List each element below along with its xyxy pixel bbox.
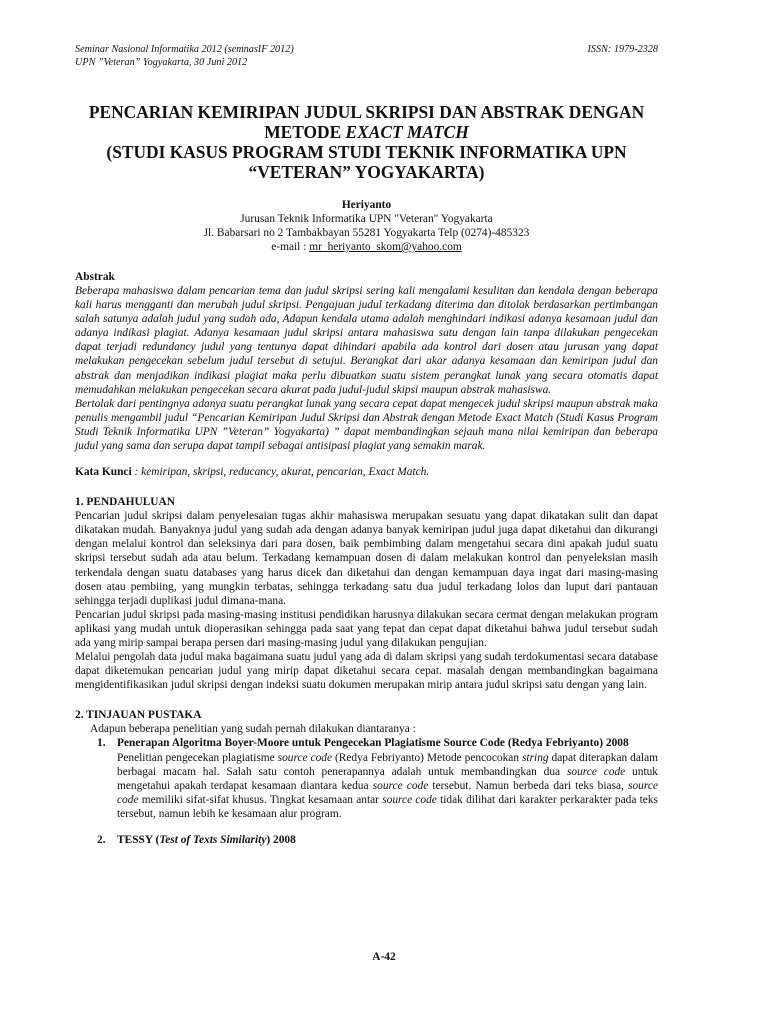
title-line-1: PENCARIAN KEMIRIPAN JUDUL SKRIPSI DAN ABSTRAK DENGAN xyxy=(88,102,645,122)
section-heading: 1. PENDAHULUAN xyxy=(75,496,175,509)
section-intro: Adapun beberapa penelitian yang sudah pernah dilakukan diantaranya : xyxy=(90,723,416,736)
running-head xyxy=(75,43,658,69)
page-number: A-42 xyxy=(372,951,396,963)
author-email-line xyxy=(75,240,658,254)
abstract xyxy=(75,270,658,453)
author-affiliation: Jurusan Teknik Informatika UPN "Veteran" Yogyakarta xyxy=(240,213,493,225)
body-text-run: Penelitian pengecekan plagiatisme xyxy=(117,751,278,764)
keywords-label: Kata Kunci xyxy=(75,466,132,479)
reference-item xyxy=(75,833,658,847)
title-line-2 xyxy=(75,122,658,142)
reference-item xyxy=(75,736,658,821)
email-link[interactable]: mr_heriyanto_skom@yahoo.com xyxy=(309,241,462,253)
body-text-run: memiliki sifat-sifat khusus. Tingkat kesamaan antar xyxy=(138,793,383,806)
body-text-run: (Redya Febriyanto) Metode pencocokan xyxy=(332,751,522,764)
title-line-2-prefix: METODE xyxy=(264,122,346,142)
abstract-heading: Abstrak xyxy=(75,271,115,283)
section-heading: 2. TINJAUAN PUSTAKA xyxy=(75,709,202,722)
body-text-run: tidak dilihat dari karakter perkarakter pada teks tersebut, namun lebih ke kesamaan alur program. xyxy=(117,793,658,820)
italic-term: source code xyxy=(382,793,437,806)
abstract-paragraph: Bertolak dari pentingnya adanya suatu perangkat lunak yang secara cepat dapat mengecek judul skripsi maupun abstrak maka penulis mengambil judul “Pencarian Kemiripan Judul Skripsi dan Abstrak dengan Metode Exact Match (Studi Kasus Program Studi Teknik Informatika UPN ”Veteran” Yogyakarta) ” dapat membandingkan sejauh mana nilai kemiripan dan beberapa judul yang sama dan serupa dapat tampil sebagai antisipasi plagiat yang semakin marak. xyxy=(75,397,658,453)
author-block xyxy=(75,198,658,254)
body-paragraph: Pencarian judul skripsi pada masing-masing institusi pendidikan harusnya dilakukan secara cermat dengan melakukan program aplikasi yang mudah untuk dioperasikan sehingga pada saat yang tepat dan cepat dapat diketahui bahwa judul tersebut sudah ada yang mirip sampai berapa persen dari masing-masing judul yang dilakukan pengujian. xyxy=(75,608,658,649)
reference-number: 2. xyxy=(97,834,106,846)
body-text-run: untuk mengetahui apakah terdapat kesamaan diantara kedua xyxy=(117,765,658,792)
reference-title: Penerapan Algoritma Boyer-Moore untuk Pengecekan Plagiatisme Source Code (Redya Febriyanto) 2008 xyxy=(117,737,629,750)
title-line-3: (STUDI KASUS PROGRAM STUDI TEKNIK INFORMATIKA UPN xyxy=(106,142,627,162)
issn: ISSN: 1979-2328 xyxy=(587,44,658,55)
section-introduction xyxy=(75,495,658,692)
section-literature-review xyxy=(75,708,658,847)
author-name: Heriyanto xyxy=(341,199,392,211)
keywords-text: : kemiripan, skripsi, reducancy, akurat, pencarian, Exact Match. xyxy=(131,466,430,479)
conference-venue: UPN ”Veteran” Yogyakarta, 30 Juni 2012 xyxy=(75,57,248,68)
conference-name: Seminar Nasional Informatika 2012 (semnasIF 2012) xyxy=(75,44,294,55)
running-head-left xyxy=(75,43,294,69)
reference-number: 1. xyxy=(97,737,106,750)
body-paragraph: Melalui pengolah data judul maka bagaimana suatu judul yang ada di dalam skripsi yang sudah terdokumentasi secara database dapat diketemukan pencarian judul yang mirip dapat diketahui secara cepat. masalah dengan membandingkan bagaimana mengidentifikasikan judul skripsi dengan indeksi suatu dokumen merupakan mirip antara judul skripsi satu dengan yang lain. xyxy=(75,651,658,692)
body-text-run: dapat diterapkan dalam berbagai macam hal. Salah satu contoh penerapannya adalah untuk membandingkan dua xyxy=(117,751,658,778)
italic-term: source code xyxy=(277,751,333,764)
author-address: Jl. Babarsari no 2 Tambakbayan 55281 Yogyakarta Telp (0274)-485323 xyxy=(203,227,530,239)
title-line-2-emph: EXACT MATCH xyxy=(345,122,469,142)
reference-title-suffix: ) 2008 xyxy=(266,834,296,846)
email-label: e-mail : xyxy=(271,241,310,253)
italic-term: source code xyxy=(117,779,658,806)
body-text-run: tersebut. Namun berbeda dari teks biasa, xyxy=(428,779,629,792)
reference-title-emph: Test of Texts Similarity xyxy=(159,834,267,846)
keywords xyxy=(75,465,658,479)
abstract-paragraph: Beberapa mahasiswa dalam pencarian tema dan judul skripsi sering kali mengalami kesulitan dan kendala dengan beberapa kali harus mengganti dan merubah judul skripsi. Pengajuan judul terkadang diterima dan ditolak berdasarkan pertimbangan salah satunya adalah judul yang sudah ada, Adapun kendala utama adalah menghindari indikasi adanya kesamaan judul dan adanya indikasi plagiat. Adanya kesamaan judul skripsi antara mahasiswa satu dengan lain tanpa dilakukan pengecekan dapat terjadi redundancy judul yang tentunya dapat dihindari apabila ada kontrol dari dosen atau jurusan yang dapat melakukan pengecekan sebelum judul tersebut di setujui. Berangkat dari akar adanya kesamaan dan kemiripan judul dan abstrak dan menjadikan indikasi plagiat maka perlu dibuatkan suatu sistem perangkat lunak yang secara otomatis dapat memudahkan melakukan pengecekan secara akurat pada judul-judul skipsi maupun abstrak mahasiswa. xyxy=(75,285,658,396)
reference-title xyxy=(117,833,658,847)
reference-body xyxy=(117,751,658,821)
reference-list xyxy=(75,736,658,847)
body-paragraph: Pencarian judul skripsi dalam penyelesaian tugas akhir mahasiswa merupakan sesuatu yang dapat dikatakan sulit dan dapat dikatakan mudah. Banyaknya judul yang sudah ada dengan adanya banyak kemiripan judul juga dapat diketahui dan dikurangi dengan melalui kontrol dan seleksinya dari para dosen, baik pembimbing dalam mengetahui secara dini apakah judul suatu skripsi tersebut sudah ada atau belum. Terkadang kemampuan dosen di dalam melakukan kontrol dan penyeleksian masih terkendala dengan suatu databases yang harus dicek dan diketahui dan dengan kemampuan daya ingat dari masing-masing dosen atau pembiing, yang mungkin terbatas, sehingga terkadang satu dua judul terkadang lolos dan luput dari pantauan sehingga terjadi duplikasi judul dimana-mana. xyxy=(75,510,658,607)
italic-term: source code xyxy=(372,779,429,792)
reference-title-prefix: TESSY ( xyxy=(117,834,160,846)
italic-term: source code xyxy=(566,765,626,778)
title-line-4: “VETERAN” YOGYAKARTA) xyxy=(248,162,485,182)
italic-term: string xyxy=(522,751,549,764)
paper-title xyxy=(75,102,658,182)
